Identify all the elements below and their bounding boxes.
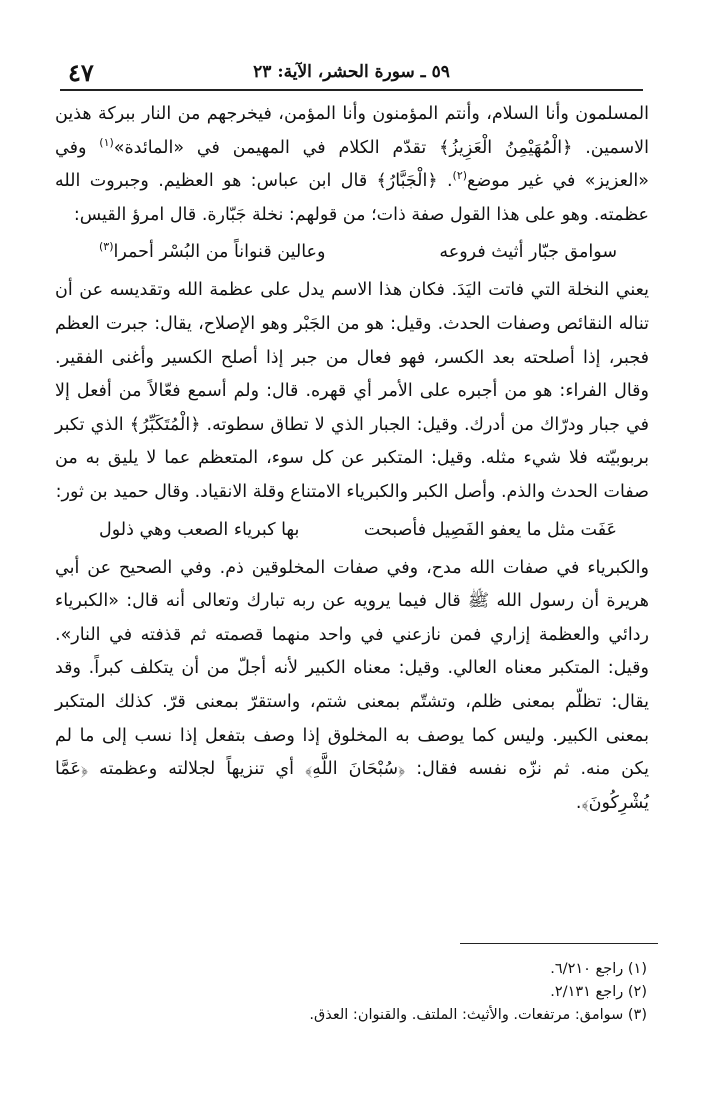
paragraph-3: والكبرياء في صفات الله مدح، وفي صفات المخلوقين ذم. وفي الصحيح عن أبي هريرة أن رسول الله ﷺ قال فيما يرويه عن ربه تبارك وتعالى أنه قال: «الكبرياء ردائي والعظمة إزاري فمن نازعني في واحد منهما قصمته ثم قذفته في النار». وقيل: المتكبر معناه العالي. وقيل: معناه الكبير لأنه أجلّ من أن يتكلف كبراً. وقد يقال: تظلّم بمعنى ظلم، وتشتّم بمعنى شتم، واستقرّ بمعنى قرّ. كذلك المتكبر بمعنى الكبير. وليس كما يوصف به المخلوق إذا وصف بتفعل إذا نسب إلى ما لم يكن منه. ثم نزّه نفسه فقال: ﴿سُبْحَانَ اللَّهِ﴾ أي تنزيهاً لجلالته وعظمته ﴿عَمَّا يُشْرِكُونَ﴾. [55,557,649,813]
footnote-3: (٣) سوامق: مرتفعات. والأثيث: الملتف. والقنوان: العذق. [309,1007,647,1023]
footnote-ref-1: (١) [99,135,114,149]
footnote-2: (٢) راجع ٢/١٣١. [550,984,647,1000]
page-number: ٤٧ [68,58,94,87]
footnote-1: (١) راجع ٦/٢١٠. [550,961,647,977]
paragraph-1-text: المسلمون وأنا السلام، وأنتم المؤمنون وأنا المؤمن، فيخرجهم من النار ببركة هذين الاسمين. ﴿الْمُهَيْمِنُ الْعَزِيزُ﴾ تقدّم الكلام في المهيمن في «المائدة» [55,104,650,158]
verse-2-second-hemistich: بها كبرياء الصعب وهي ذلول [99,519,300,540]
verse-1-first-hemistich: سوامق جبّار أثيث فروعه [439,242,617,263]
verse-2 [55,514,649,546]
verse-1 [55,236,649,268]
paragraph-1-text-b: وفي «العزيز» في غير موضع [55,137,649,192]
paragraph-2: يعني النخلة التي فاتت اليَدَ. فكان هذا الاسم يدل على عظمة الله وتقديسه عن أن تناله النقائص وصفات الحدث. وقيل: هو من الجَبْر وهو الإصلاح، يقال: جبرت العظم فجبر، إذا أصلحته بعد الكسر، فهو فعال من جبر إذا أصلح الكسير وأغنى الفقير. وقال الفراء: هو من أجبره على الأمر أي قهره. قال: ولم أسمع فعّالاً من أفعل إلا في جبار ودرّاك من أدرك. وقيل: الجبار الذي لا تطاق سطوته. ﴿الْمُتَكَبِّرُ﴾ الذي تكبر بربوبيّته فلا شيء مثله. وقيل: المتكبر عن كل سوء، المتعظم عما لا يليق به من صفات الحدث والذم. وأصل الكبر والكبرياء الامتناع وقلة الانقياد. وقال حميد بن ثور: [55,280,649,502]
verse-1-second-hemistich-wrap [99,236,325,268]
paragraph-1-text-c: . ﴿الْجَبَّارُ﴾ قال ابن عباس: هو العظيم. وجبروت الله عظمته. وهو على هذا القول صفة ذات؛ من قولهم: نخلة جَبّارة. قال امرؤ القيس: [55,171,649,225]
verse-2-first-hemistich: عَفَت مثل ما يعفو الفَصِيل فأصبحت [363,519,617,540]
page-header [60,56,643,88]
footnote-rule [460,943,658,944]
running-head: ٥٩ ـ سورة الحشر، الآية: ٢٣ [253,62,450,82]
header-rule [60,89,643,91]
paragraph-1 [55,98,649,232]
body-text [55,98,649,820]
footnote-ref-3: (٣) [99,240,114,254]
footnotes [60,958,647,1027]
verse-1-second-hemistich: وعالين قنواناً من البُسْر أحمرا [113,242,326,263]
footnote-ref-2: (٢) [452,169,468,183]
